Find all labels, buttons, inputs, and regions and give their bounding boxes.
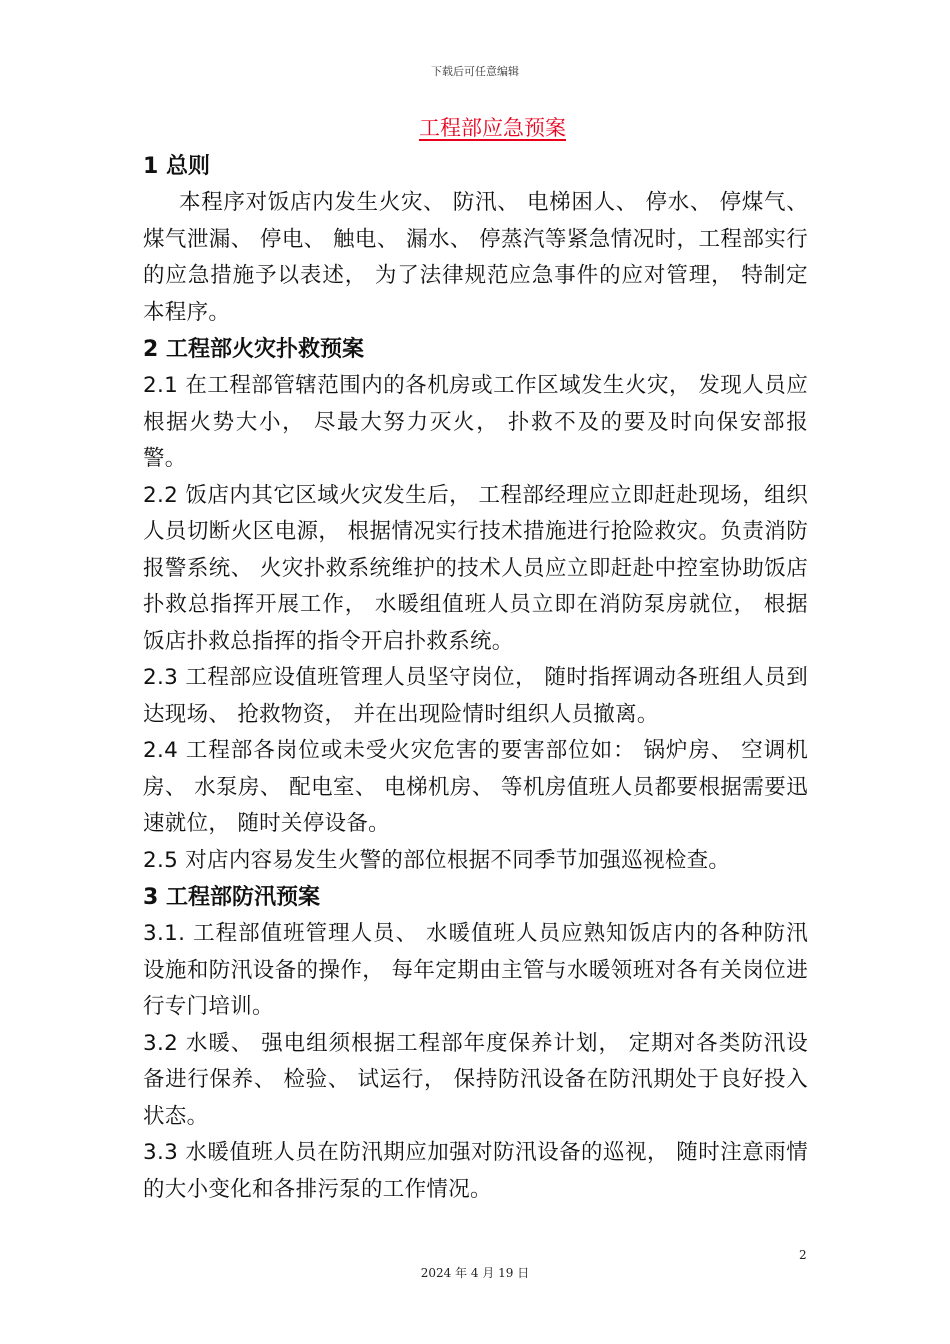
footer-date: 2024 年 4 月 19 日 — [420, 1266, 530, 1280]
section-heading: 2 工程部火灾扑救预案 — [143, 337, 364, 362]
section-fire-plan — [143, 331, 808, 879]
document-title: 工程部应急预案 — [419, 116, 566, 140]
paragraph: 2.3 工程部应设值班管理人员坚守岗位， 随时指挥调动各班组人员到达现场、 抢救物资， 并在出现险情时组织人员撤离。 — [143, 665, 808, 727]
header-note: 下载后可任意编辑 — [431, 65, 519, 78]
paragraph: 2.1 在工程部管辖范围内的各机房或工作区域发生火灾， 发现人员应根据火势大小， 尽最大努力灭火， 扑救不及的要及时向保安部报警。 — [143, 373, 808, 471]
paragraph: 本程序对饭店内发生火灾、 防汛、 电梯困人、 停水、 停煤气、 煤气泄漏、 停电、 触电、 漏水、 停蒸汽等紧急情况时，工程部实行的应急措施予以表述， 为了法律规范应急事件的应对管理， 特制定本程序。 — [143, 190, 808, 325]
paragraph: 2.5 对店内容易发生火警的部位根据不同季节加强巡视检查。 — [143, 847, 731, 873]
section-heading: 1 总则 — [143, 154, 210, 179]
paragraph: 3.3 水暖值班人员在防汛期应加强对防汛设备的巡视， 随时注意雨情的大小变化和各排污泵的工作情况。 — [143, 1140, 808, 1202]
section-general — [143, 148, 808, 331]
paragraph: 2.4 工程部各岗位或未受火灾危害的要害部位如： 锅炉房、 空调机房、 水泵房、 配电室、 电梯机房、 等机房值班人员都要根据需要迅速就位， 随时关停设备。 — [143, 738, 808, 836]
paragraph: 3.2 水暖、 强电组须根据工程部年度保养计划， 定期对各类防汛设备进行保养、 检验、 试运行， 保持防汛设备在防汛期处于良好投入状态。 — [143, 1030, 808, 1129]
paragraph: 3.1. 工程部值班管理人员、 水暖值班人员应熟知饭店内的各种防汛设施和防汛设备的操作， 每年定期由主管与水暖领班对各有关岗位进行专门培训。 — [143, 921, 808, 1019]
section-heading: 3 工程部防汛预案 — [143, 885, 320, 910]
page-number: 2 — [799, 1248, 807, 1262]
document-body — [143, 148, 808, 1208]
section-flood-plan — [143, 879, 808, 1208]
paragraph: 2.2 饭店内其它区域火灾发生后， 工程部经理应立即赶赴现场，组织人员切断火区电源， 根据情况实行技术措施进行抢险救灾。负责消防报警系统、 火灾扑救系统维护的技术人员应立即赶赴中控室协助饭店扑救总指挥开展工作， 水暖组值班人员立即在消防泵房就位， 根据饭店扑救总指挥的指令开启扑救系统。 — [143, 482, 808, 654]
